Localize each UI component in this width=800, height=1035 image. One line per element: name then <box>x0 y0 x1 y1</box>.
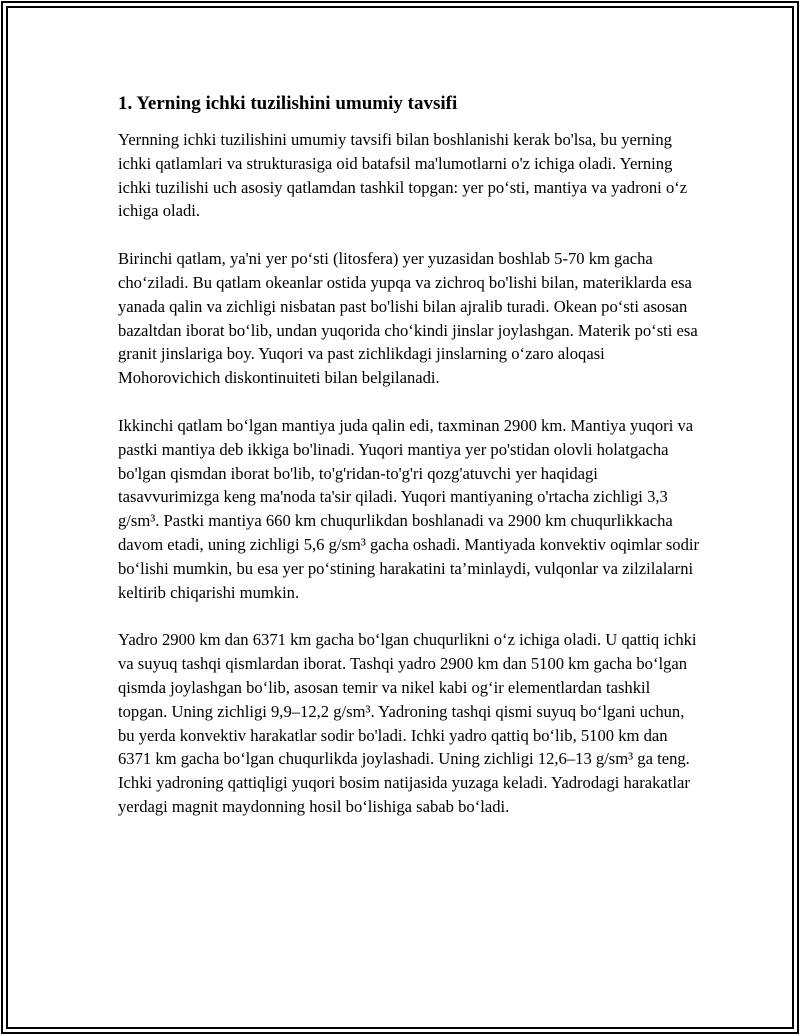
paragraph-intro: Yernning ichki tuzilishini umumiy tavsifi bilan boshlanishi kerak bo'lsa, bu yerning ichki qatlamlari va strukturasiga oid batafsil ma'lumotlarni o'z ichiga oladi. Yerning ichki tuzilishi uch asosiy qatlamdan tashkil topgan: yer po‘sti, mantiya va yadroni o‘z ichiga oladi. <box>118 130 688 221</box>
document-content <box>118 90 703 843</box>
section-heading: 1. Yerning ichki tuzilishini umumiy tavsifi <box>118 93 458 114</box>
paragraph-core: Yadro 2900 km dan 6371 km gacha bo‘lgan chuqurlikni o‘z ichiga oladi. U qattiq ichki va suyuq tashqi qismlardan iborat. Tashqi yadro 2900 km dan 5100 km gacha bo‘lgan qismda joylashgan bo‘lib, asosan temir va nikel kabi og‘ir elementlardan tashkil topgan. Uning zichligi 9,9–12,2 g/sm³. Yadroning tashqi qismi suyuq bo‘lgani uchun, bu yerda konvektiv harakatlar sodir bo'ladi. Ichki yadro qattiq bo‘lib, 5100 km dan 6371 km gacha bo‘lgan chuqurlikda joylashadi. Uning zichligi 12,6–13 g/sm³ ga teng. Ichki yadroning qattiqligi yuqori bosim natijasida yuzaga keladi. Yadrodagi harakatlar yerdagi magnit maydonning hosil bo‘lishiga sabab bo‘ladi. <box>118 630 697 816</box>
paragraph-mantle: Ikkinchi qatlam bo‘lgan mantiya juda qalin edi, taxminan 2900 km. Mantiya yuqori va pastki mantiya deb ikkiga bo'linadi. Yuqori mantiya yer po'stidan olovli holatgacha bo'lgan qismdan iborat bo'lib, to'g'ridan-to'g'ri qozg'atuvchi yer haqidagi tasavvurimizga keng ma'noda ta'sir qiladi. Yuqori mantiyaning o'rtacha zichligi 3,3 g/sm³. Pastki mantiya 660 km chuqurlikdan boshlanadi va 2900 km chuqurlikkacha davom etadi, uning zichligi 5,6 g/sm³ gacha oshadi. Mantiyada konvektiv oqimlar sodir bo‘lishi mumkin, bu esa yer po‘stining harakatini ta’minlaydi, vulqonlar va zilzilalarni keltirib chiqarishi mumkin. <box>118 415 700 602</box>
paragraph-crust: Birinchi qatlam, ya'ni yer po‘sti (litosfera) yer yuzasidan boshlab 5-70 km gacha cho‘ziladi. Bu qatlam okeanlar ostida yupqa va zichroq bo'lishi bilan, materiklarda esa yanada qalin va zichligi nisbatan past bo'lishi bilan ajralib turadi. Okean po‘sti asosan bazaltdan iborat bo‘lib, undan yuqorida cho‘kindi jinslar joylashgan. Materik po‘sti esa granit jinslariga boy. Yuqori va past zichlikdagi jinslarning o‘zaro aloqasi Mohorovichich diskontinuiteti bilan belgilanadi. <box>118 249 698 388</box>
